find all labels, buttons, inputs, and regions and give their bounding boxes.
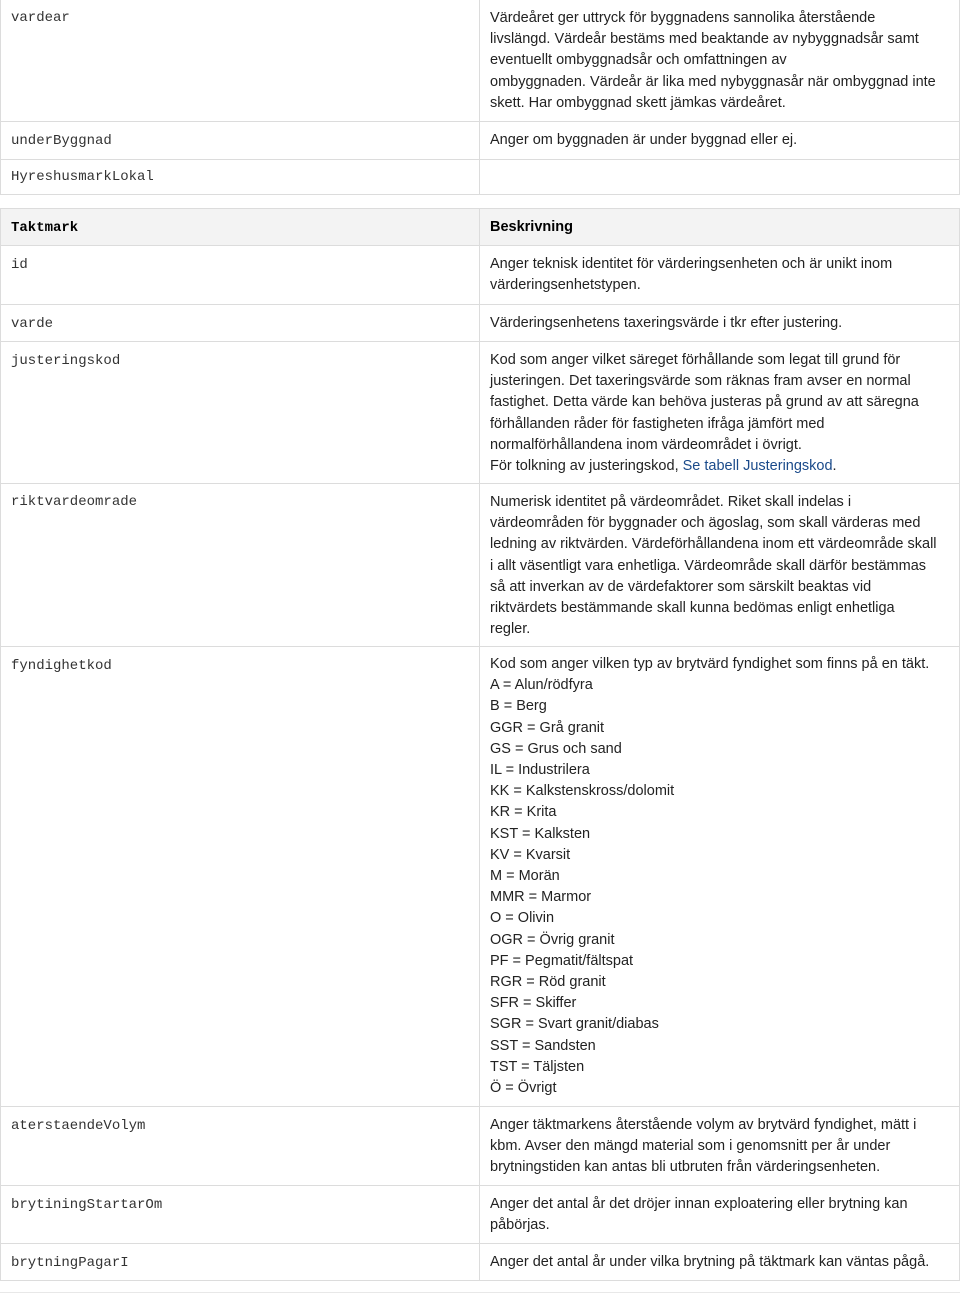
table-row <box>0 159 960 194</box>
field-description: Värderingsenhetens taxeringsvärde i tkr efter justering. <box>490 315 843 331</box>
code-value: KK = Kalkstenskross/dolomit <box>490 783 675 800</box>
code-value: KR = Krita <box>490 804 557 821</box>
field-description: Numerisk identitet på värdeområdet. Riket skall indelas i värdeområden för byggnader och ägoslag, som skall värderas med ledning av riktvärden. Värdeförhållandena inom ett värdeområde skall i allt väsentligt vara enhetliga. Värdeområde skall därför bestämmas så att inverkan av de värdefaktorer som särskilt beaktas vid riktvärdets bestämmande skall kunna bedömas enligt enhetliga regler. <box>490 494 937 638</box>
field-description: Anger det antal år det dröjer innan exploatering eller brytning kan påbörjas. <box>490 1196 908 1234</box>
field-name: fyndighetkod <box>11 658 112 674</box>
code-value: Ö = Övrigt <box>490 1080 557 1097</box>
description-cell <box>480 304 960 341</box>
code-value: PF = Pegmatit/fältspat <box>490 952 634 969</box>
code-value: GS = Grus och sand <box>490 740 622 757</box>
field-cell <box>0 121 480 159</box>
field-cell <box>0 304 480 341</box>
table-row <box>0 245 960 304</box>
field-cell <box>0 1106 480 1185</box>
code-value: SFR = Skiffer <box>490 995 577 1012</box>
field-cell <box>0 245 480 304</box>
field-name: justeringskod <box>11 353 121 369</box>
table-row <box>0 1106 960 1185</box>
code-value: RGR = Röd granit <box>490 974 606 991</box>
code-value: MMR = Marmor <box>490 889 592 906</box>
code-value: GGR = Grå granit <box>490 719 605 736</box>
justeringskod-table-link[interactable]: Se tabell Justeringskod <box>682 458 833 475</box>
description-cell <box>480 0 960 121</box>
table-row <box>0 0 960 121</box>
field-description: Anger det antal år under vilka brytning på täktmark kan väntas pågå. <box>490 1254 930 1270</box>
field-cell <box>0 483 480 646</box>
field-description: Anger teknisk identitet för värderingsenheten och är unikt inom värderingsenhetstypen. <box>490 256 893 294</box>
code-value: OGR = Övrig granit <box>490 931 615 948</box>
header-field-cell <box>0 208 480 245</box>
header-description-cell <box>480 208 960 245</box>
field-name: vardear <box>11 10 70 26</box>
description-cell <box>480 1185 960 1243</box>
description-cell <box>480 1243 960 1280</box>
field-name: HyreshusmarkLokal <box>11 169 154 185</box>
field-description: Anger täktmarkens återstående volym av brytvärd fyndighet, mätt i kbm. Avser den mängd material som i genomsnitt per år under brytningstiden kan antas bli utbruten från värderingsenheten. <box>490 1117 917 1176</box>
description-cell <box>480 159 960 194</box>
description-cell <box>480 341 960 483</box>
field-description: Anger om byggnaden är under byggnad eller ej. <box>490 132 798 148</box>
table-divider <box>0 1280 960 1281</box>
code-value: IL = Industrilera <box>490 762 590 779</box>
table-header <box>0 208 960 245</box>
field-name: aterstaendeVolym <box>11 1118 146 1134</box>
field-cell <box>0 341 480 483</box>
field-name: varde <box>11 316 54 332</box>
code-value: M = Morän <box>490 868 560 885</box>
description-cell <box>480 245 960 304</box>
description-cell <box>480 646 960 1106</box>
table-row <box>0 1243 960 1280</box>
code-value: KST = Kalksten <box>490 825 591 842</box>
code-value: A = Alun/rödfyra <box>490 677 593 694</box>
field-name: id <box>11 257 28 273</box>
field-cell <box>0 1185 480 1243</box>
field-name: riktvardeomrade <box>11 494 138 510</box>
description-cell <box>480 1106 960 1185</box>
table-row <box>0 483 960 646</box>
field-name: brytningPagarI <box>11 1255 129 1271</box>
description-cell <box>480 121 960 159</box>
code-value: O = Olivin <box>490 910 555 927</box>
page-bottom-rule <box>0 1292 960 1293</box>
reference-line: För tolkning av justeringskod, Se tabell Justeringskod. <box>490 458 837 475</box>
description-cell <box>480 483 960 646</box>
code-value: TST = Täljsten <box>490 1058 585 1075</box>
field-description: Kod som anger vilken typ av brytvärd fyndighet som finns på en täkt. A = Alun/rödfyra B = Berg GGR = Grå granit GS = Grus och sand IL = Industrilera KK = Kalkstenskross/dolomit KR = Krita KST = Kalksten KV = Kvarsit M = Morän MMR = Marmor O = Olivin OGR = Övrig granit PF = Pegmatit/fältspat RGR = Röd granit SFR = Skiffer SGR = Svart granit/diabas SST = Sandsten TST = Täljsten Ö = Övrigt <box>490 654 950 1099</box>
field-cell <box>0 159 480 194</box>
field-description: Värdeåret ger uttryck för byggnadens sannolika återstående livslängd. Värdeår bestäms med beaktande av nybyggnadsår samt eventuellt ombyggnadsår och omfattningen av ombyggnaden. Värdeår är lika med nybyggnasår när ombyggnad inte skett. Har ombyggnad skett jämkas värdeåret. <box>490 10 936 111</box>
table-divider <box>0 194 960 195</box>
table-row <box>0 646 960 1106</box>
field-name: brytiningStartarOm <box>11 1197 163 1213</box>
field-description: Kod som anger vilket säreget förhållande som legat till grund för justeringen. Det taxeringsvärde som räknas fram avser en normal fastighet. Detta värde kan behöva justeras på grund av att säregna förhållanden råder för fastigheten ifråga jämfört med normalförhållandena inom värdeområdet i övrigt. För tolkning av justeringskod, Se tabell Justeringskod. <box>490 350 950 477</box>
code-value: SGR = Svart granit/diabas <box>490 1016 659 1033</box>
field-cell <box>0 0 480 121</box>
field-cell <box>0 1243 480 1280</box>
table-row <box>0 304 960 341</box>
table-title: Taktmark <box>11 220 79 236</box>
table-row <box>0 341 960 483</box>
field-cell <box>0 646 480 1106</box>
field-name: underByggnad <box>11 133 112 149</box>
table-row <box>0 1185 960 1243</box>
column-heading: Beskrivning <box>490 219 573 235</box>
code-value: SST = Sandsten <box>490 1037 596 1054</box>
table-row <box>0 121 960 159</box>
code-value: B = Berg <box>490 698 547 715</box>
code-value: KV = Kvarsit <box>490 846 571 863</box>
